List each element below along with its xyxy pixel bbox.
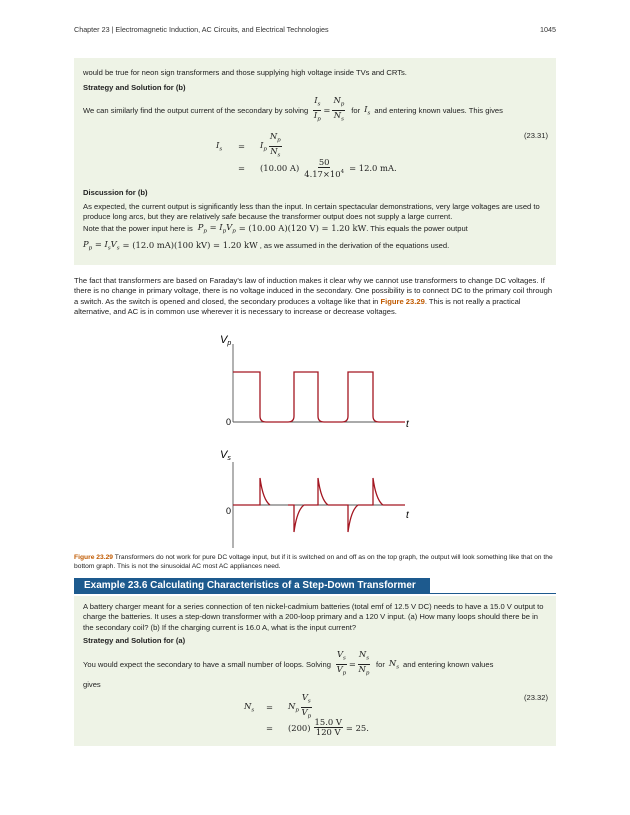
eq-2331-fraction <box>304 158 344 179</box>
eq-2332-fraction <box>314 718 343 737</box>
example-title: Example 23.6 Calculating Characteristics of a Step-Down Transformer <box>74 578 430 594</box>
body-paragraph-text: The fact that transformers are based on Faraday's law of induction makes it clear why we cannot use transformers to change DC voltages. If there is no change in primary voltage, there is no voltage induced in the secondary. One possibility is to connect DC to the primary coil through a switch. As the switch is opened and closed, the secondary produces a voltage like that in <box>74 276 553 306</box>
power-out-eq: = (12.0 mA)(100 kV) = 1.20 kW <box>122 240 258 251</box>
power-input-line: Note that the power input here is $P_p = I_pV_p$ = (10.00 A)(120 V) = 1.20 kW . This equals the power output <box>83 222 468 235</box>
example-problem: A battery charger meant for a series connection of ten nickel-cadmium batteries (total emf of 12.5 V DC) needs to have a 15.0 V output to charge the batteries. It uses a step-down transformer with a 200-loop primary and a 120 V input. (a) How many loops should there be in the secondary coil? (b) If the charging current is 16.0 A, what is the input current? <box>83 602 544 632</box>
example-title-rule <box>74 593 556 595</box>
body-paragraph-end: . This is not really a practical alternative, and AC is in common use wherever it is necessary to increase or decrease voltages. <box>74 296 521 317</box>
eq-2331-result: = 12.0 mA. <box>349 163 397 174</box>
bottom-axis-label: Vs <box>220 449 231 462</box>
strategy-a-line: You would expect the secondary to have a small number of loops. Solving $\frac{V_s}{V_p}$ = $\frac{N_s}{N_p}$ for $N_s$ and entering known values <box>83 649 494 677</box>
ratio-is-ip: $\frac{I_s}{I_p}$ <box>313 95 321 123</box>
running-header <box>74 25 556 34</box>
discussion-b-text-2: Note that the power input here is <box>83 223 193 233</box>
strategy-b-heading: Strategy and Solution for (b) <box>83 83 186 92</box>
bottom-graph <box>220 449 410 548</box>
eq-2331-den-exp: 4 <box>340 169 345 175</box>
page-number: 1045 <box>540 25 556 34</box>
top-graph <box>220 334 410 430</box>
bottom-time-label: t <box>406 510 409 521</box>
discussion-b-text-4: , as we assumed in the derivation of the equations used. <box>259 240 450 250</box>
strategy-b-text-2: and entering known values. This gives <box>374 105 503 115</box>
discussion-b-text-3: . This equals the power output <box>366 223 468 233</box>
top-time-label: t <box>406 419 409 430</box>
intro-text: would be true for neon sign transformers and those supplying high voltage inside TVs and CRTs. <box>83 68 407 77</box>
symbol-is: $I_s$ <box>364 103 371 117</box>
strategy-a-text-1: You would expect the secondary to have a small number of loops. Solving <box>83 659 331 669</box>
ratio-ns-np: $\frac{N_s}{N_p}$ <box>358 649 370 677</box>
eq-2331-num: 50 <box>318 157 330 167</box>
top-axis-label: Vp <box>220 334 232 347</box>
top-origin-label: 0 <box>226 417 232 427</box>
caption-text: Transformers do not work for pure DC voltage input, but if it is switched on and off as on the top graph, the output will look something like that on the bottom graph. This is not the sinusoidal AC most AC appliances need. <box>74 554 553 570</box>
example-continuation-box <box>74 58 556 265</box>
figure-caption <box>74 553 556 571</box>
strategy-a-heading: Strategy and Solution for (a) <box>83 636 186 645</box>
example-23-6-box <box>74 596 556 746</box>
eq-number-2331: (23.31) <box>523 131 548 140</box>
eq-2331-ratio: $N_p$ $N_s$ <box>269 131 281 159</box>
strategy-a-text-2: and entering known values <box>403 659 494 669</box>
ratio-np-ns: $\frac{N_p}{N_s}$ <box>333 95 345 123</box>
eq-2332-ratio: $V_s$ $V_p$ <box>301 692 312 720</box>
discussion-b-heading: Discussion for (b) <box>83 188 148 197</box>
figure-23-29-graphs <box>200 328 430 550</box>
eq-2332-pre: (200) <box>288 722 311 733</box>
strategy-a-for: for <box>376 659 385 669</box>
power-in-eq: = (10.00 A)(120 V) = 1.20 kW <box>238 223 367 234</box>
gives-text: gives <box>83 680 101 689</box>
caption-label: Figure 23.29 <box>74 554 114 561</box>
eq-2332-line2: = (200) $\frac{15.0 V}{120 V}$ = 25. <box>266 717 369 737</box>
discussion-b-text: As expected, the current output is significantly less than the input. In certain spectacular demonstrations, very large voltages are used to produce long arcs, but they are relatively safe because the transformer output does not supply a large current. <box>83 202 540 222</box>
power-output-line: $P_p = I_sV_s$ = (12.0 mA)(100 kV) = 1.20 kW , as we assumed in the derivation of the equations used. <box>83 239 450 252</box>
eq-2331-line2: = (10.00 A) $\frac{50}{4.17\times 10^4}$ = 12.0 mA. <box>238 157 397 179</box>
strategy-b-for: for <box>351 105 361 115</box>
example-title-bar <box>74 578 556 594</box>
eq-2332-num: 15.0 V <box>314 717 342 727</box>
eq-2332-line1: $N_s$ = $N_p$ $V_s$ $V_p$ <box>244 692 312 720</box>
eq-number-2332: (23.32) <box>523 693 548 702</box>
square-wave-trace <box>233 372 405 422</box>
eq-2331-den: 4.17×10 <box>304 168 341 179</box>
bottom-origin-label: 0 <box>226 506 232 516</box>
eq-2331-current: (10.00 A) <box>260 163 300 174</box>
body-paragraph <box>74 276 556 318</box>
eq-2332-result: = 25. <box>345 722 369 733</box>
strategy-b-line: We can similarly find the output current of the secondary by solving $\frac{I_s}{I_p}$ = $\frac{N_p}{N_s}$ for $I_s$ and entering known values. This gives <box>83 95 503 123</box>
symbol-ns: $N_s$ <box>388 657 400 671</box>
ratio-vs-vp: $\frac{V_s}{V_p}$ <box>336 649 347 677</box>
strategy-b-text-1: We can similarly find the output current of the secondary by solving <box>83 105 309 115</box>
chapter-title: Chapter 23 | Electromagnetic Induction, AC Circuits, and Electrical Technologies <box>74 25 329 34</box>
eq-2332-den: 120 V <box>315 727 341 737</box>
figure-23-29-link[interactable]: Figure 23.29 <box>380 296 425 306</box>
eq-2331-line1: $I_s$ = $I_p$ $N_p$ $N_s$ <box>216 131 281 159</box>
